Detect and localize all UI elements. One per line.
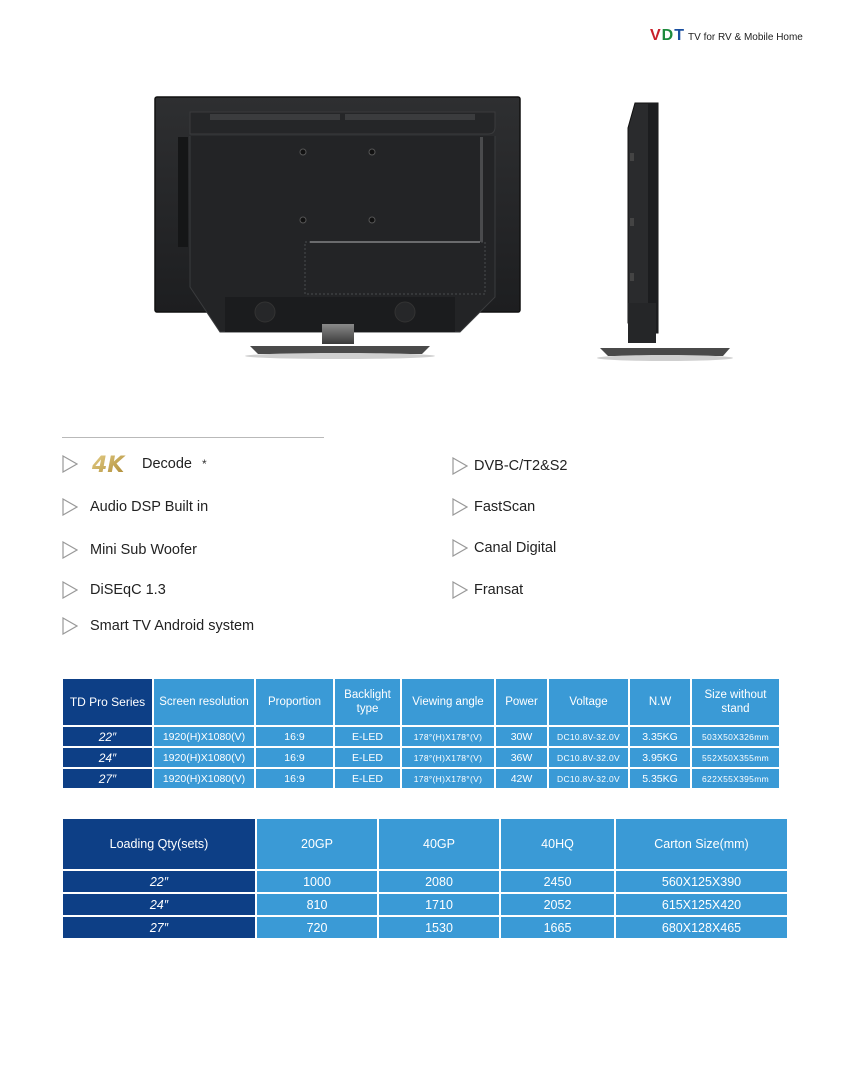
feature-label: DVB-C/T2&S2 xyxy=(474,458,568,474)
feature-4k-decode xyxy=(62,453,207,475)
table-cell: 560X125X390 xyxy=(616,871,787,892)
table-cell: 1530 xyxy=(379,917,499,938)
loading-header-cell: 40HQ xyxy=(501,819,614,869)
table-cell: 178°(H)X178°(V) xyxy=(402,748,494,767)
table-cell: 2052 xyxy=(501,894,614,915)
table-cell: 810 xyxy=(257,894,377,915)
triangle-bullet-icon xyxy=(452,498,468,516)
feature-fastscan xyxy=(452,498,535,516)
table-cell: 720 xyxy=(257,917,377,938)
table-cell: 178°(H)X178°(V) xyxy=(402,769,494,788)
table-cell: 16:9 xyxy=(256,727,333,746)
spec-header-cell: Proportion xyxy=(256,679,333,725)
loading-table xyxy=(61,817,789,940)
table-cell: 42W xyxy=(496,769,547,788)
brand-logo: VDT xyxy=(650,27,686,44)
triangle-bullet-icon xyxy=(62,617,78,635)
table-cell: 30W xyxy=(496,727,547,746)
table-cell: 2450 xyxy=(501,871,614,892)
table-cell: 22″ xyxy=(63,871,255,892)
feature-label: Audio DSP Built in xyxy=(90,499,209,515)
table-cell: 3.95KG xyxy=(630,748,690,767)
triangle-bullet-icon xyxy=(452,539,468,557)
table-row xyxy=(63,769,779,788)
feature-diseqc xyxy=(62,581,166,599)
spec-header-cell: TD Pro Series xyxy=(63,679,152,725)
tv-side-view-image xyxy=(590,98,735,364)
table-cell: 16:9 xyxy=(256,769,333,788)
spec-header-row xyxy=(63,679,779,725)
table-cell: DC10.8V-32.0V xyxy=(549,727,628,746)
table-cell: 24″ xyxy=(63,894,255,915)
table-cell: 615X125X420 xyxy=(616,894,787,915)
table-cell: 1920(H)X1080(V) xyxy=(154,727,254,746)
table-row xyxy=(63,748,779,767)
table-cell: 1920(H)X1080(V) xyxy=(154,748,254,767)
spec-header-cell: N.W xyxy=(630,679,690,725)
table-cell: E-LED xyxy=(335,769,400,788)
table-row xyxy=(63,871,787,892)
table-cell: 552X50X355mm xyxy=(692,748,779,767)
feature-label: Canal Digital xyxy=(474,540,557,556)
feature-dvb xyxy=(452,457,567,475)
table-cell: 24″ xyxy=(63,748,152,767)
table-cell: 22″ xyxy=(63,727,152,746)
feature-label: DiSEqC 1.3 xyxy=(90,582,166,598)
spec-table xyxy=(61,677,781,790)
feature-label: Smart TV Android system xyxy=(90,618,255,634)
loading-header-row xyxy=(63,819,787,869)
spec-header-cell: Screen resolution xyxy=(154,679,254,725)
loading-header-cell: 20GP xyxy=(257,819,377,869)
feature-sub-woofer xyxy=(62,541,197,559)
loading-header-cell: Loading Qty(sets) xyxy=(63,819,255,869)
brand-tagline: TV for RV & Mobile Home xyxy=(688,32,803,43)
triangle-bullet-icon xyxy=(62,455,78,473)
spec-header-cell: Voltage xyxy=(549,679,628,725)
table-cell: 622X55X395mm xyxy=(692,769,779,788)
table-cell: 5.35KG xyxy=(630,769,690,788)
spec-header-cell: Viewing angle xyxy=(402,679,494,725)
brand xyxy=(650,27,803,45)
table-row xyxy=(63,917,787,938)
feature-smart-tv xyxy=(62,617,254,635)
feature-audio-dsp xyxy=(62,498,208,516)
loading-header-cell: 40GP xyxy=(379,819,499,869)
table-cell: 3.35KG xyxy=(630,727,690,746)
table-row xyxy=(63,894,787,915)
table-cell: 1665 xyxy=(501,917,614,938)
4k-badge-text: 4K xyxy=(92,453,125,475)
decode-note: * xyxy=(201,457,207,471)
table-cell: 27″ xyxy=(63,917,255,938)
table-cell: 1920(H)X1080(V) xyxy=(154,769,254,788)
table-cell: E-LED xyxy=(335,748,400,767)
spec-header-cell: Backlight type xyxy=(335,679,400,725)
table-cell: 16:9 xyxy=(256,748,333,767)
feature-label: FastScan xyxy=(474,499,536,515)
feature-canal-digital xyxy=(452,539,556,557)
table-cell: 2080 xyxy=(379,871,499,892)
table-cell: 1000 xyxy=(257,871,377,892)
loading-header-cell: Carton Size(mm) xyxy=(616,819,787,869)
table-cell: 178°(H)X178°(V) xyxy=(402,727,494,746)
feature-label: Mini Sub Woofer xyxy=(90,542,197,558)
spec-header-cell: Size without stand xyxy=(692,679,779,725)
4k-badge-icon xyxy=(90,453,140,475)
triangle-bullet-icon xyxy=(62,498,78,516)
triangle-bullet-icon xyxy=(62,581,78,599)
triangle-bullet-icon xyxy=(452,457,468,475)
triangle-bullet-icon xyxy=(452,581,468,599)
table-row xyxy=(63,727,779,746)
table-cell: 680X128X465 xyxy=(616,917,787,938)
table-cell: 1710 xyxy=(379,894,499,915)
spec-header-cell: Power xyxy=(496,679,547,725)
table-cell: E-LED xyxy=(335,727,400,746)
feature-fransat xyxy=(452,581,523,599)
table-cell: 503X50X326mm xyxy=(692,727,779,746)
tv-rear-view-image xyxy=(150,92,530,364)
table-cell: 36W xyxy=(496,748,547,767)
feature-label: Fransat xyxy=(474,582,524,598)
table-cell: 27″ xyxy=(63,769,152,788)
triangle-bullet-icon xyxy=(62,541,78,559)
table-cell: DC10.8V-32.0V xyxy=(549,769,628,788)
decode-label: Decode xyxy=(142,456,192,472)
table-cell: DC10.8V-32.0V xyxy=(549,748,628,767)
section-divider xyxy=(62,437,324,438)
